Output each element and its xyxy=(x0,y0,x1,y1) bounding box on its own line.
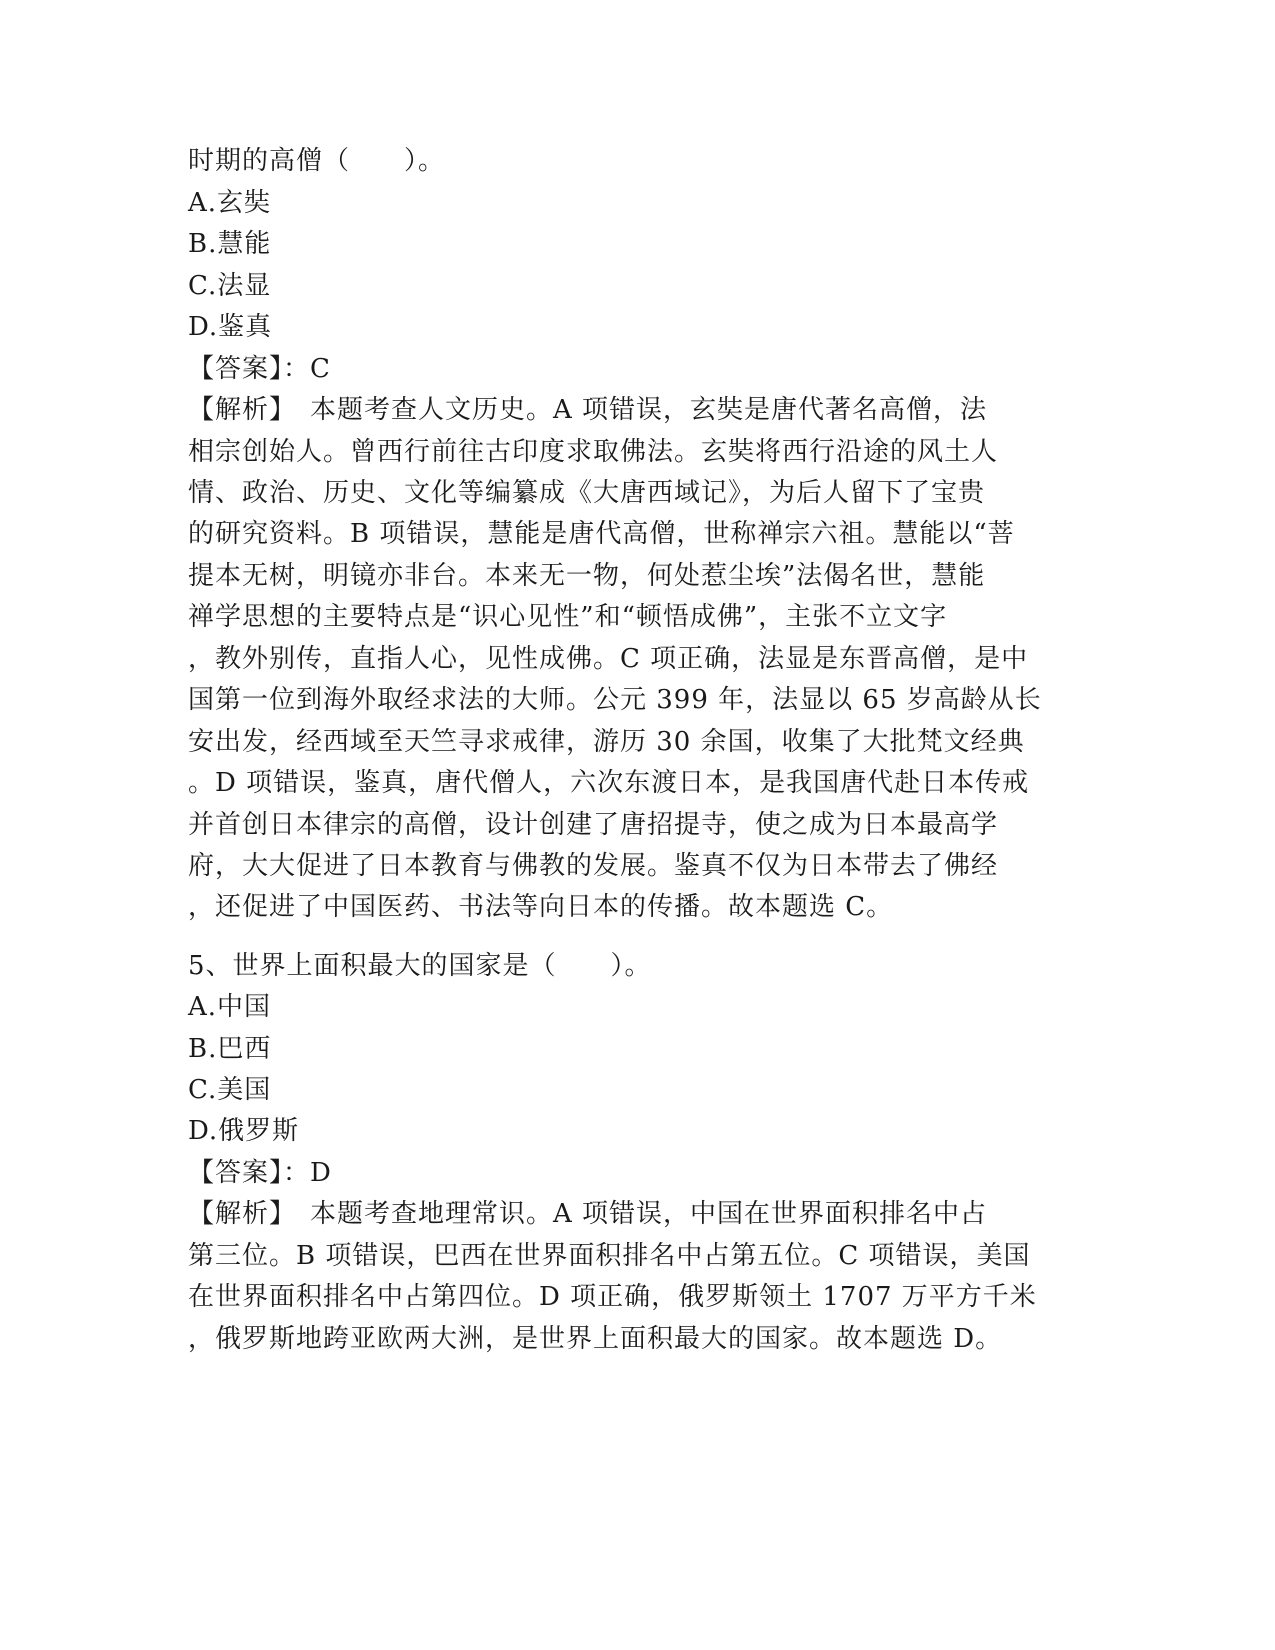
q4-analysis-line: ，还促进了中国医药、书法等向日本的传播。故本题选 C。 xyxy=(188,892,894,922)
q4-analysis-line: 提本无树，明镜亦非台。本来无一物，何处惹尘埃”法偈名世，慧能 xyxy=(188,561,986,591)
q4-analysis-line: 并首创日本律宗的高僧，设计创建了唐招提寺，使之成为日本最高学 xyxy=(188,810,999,840)
q5-analysis-line: 【解析】 本题考查地理常识。A 项错误，中国在世界面积排名中占 xyxy=(188,1199,988,1229)
q4-analysis-line: 相宗创始人。曾西行前往古印度求取佛法。玄奘将西行沿途的风土人 xyxy=(188,437,999,467)
q5-option-d: D.俄罗斯 xyxy=(188,1116,300,1146)
q5-analysis-line: ，俄罗斯地跨亚欧两大洲，是世界上面积最大的国家。故本题选 D。 xyxy=(188,1324,1003,1354)
q4-analysis-line: 【解析】 本题考查人文历史。A 项错误，玄奘是唐代著名高僧，法 xyxy=(188,395,988,425)
q4-analysis-line: 情、政治、历史、文化等编纂成《大唐西域记》，为后人留下了宝贵 xyxy=(188,478,986,508)
q4-analysis-line: 的研究资料。B 项错误，慧能是唐代高僧，世称禅宗六祖。慧能以“菩 xyxy=(188,519,1015,549)
q4-option-a: A.玄奘 xyxy=(188,188,272,218)
q4-analysis-line: ，教外别传，直指人心，见性成佛。C 项正确，法显是东晋高僧，是中 xyxy=(188,644,1029,674)
q4-stem-tail: 时期的高僧（ ）。 xyxy=(188,146,446,176)
q5-analysis-line: 在世界面积排名中占第四位。D 项正确，俄罗斯领土 1707 万平方千米 xyxy=(188,1282,1037,1312)
q5-analysis-line: 第三位。B 项错误，巴西在世界面积排名中占第五位。C 项错误，美国 xyxy=(188,1241,1031,1271)
q5-option-a: A.中国 xyxy=(188,992,272,1022)
q4-option-b: B.慧能 xyxy=(188,229,272,259)
q4-analysis-line: 安出发，经西域至天竺寻求戒律，游历 30 余国，收集了大批梵文经典 xyxy=(188,727,1025,757)
q5-answer: 【答案】：D xyxy=(188,1158,332,1188)
q4-answer: 【答案】：C xyxy=(188,354,331,384)
q4-option-d: D.鉴真 xyxy=(188,312,273,342)
q4-analysis-line: 府，大大促进了日本教育与佛教的发展。鉴真不仅为日本带去了佛经 xyxy=(188,851,999,881)
q5-option-c: C.美国 xyxy=(188,1075,272,1105)
q4-option-c: C.法显 xyxy=(188,271,272,301)
q4-analysis-line: 。D 项错误，鉴真，唐代僧人，六次东渡日本，是我国唐代赴日本传戒 xyxy=(188,768,1030,798)
q5-stem: 5、世界上面积最大的国家是（ ）。 xyxy=(188,951,652,981)
q4-analysis-line: 国第一位到海外取经求法的大师。公元 399 年，法显以 65 岁高龄从长 xyxy=(188,685,1042,715)
q5-option-b: B.巴西 xyxy=(188,1034,272,1064)
q4-analysis-line: 禅学思想的主要特点是“识心见性”和“顿悟成佛”，主张不立文字 xyxy=(188,602,948,632)
